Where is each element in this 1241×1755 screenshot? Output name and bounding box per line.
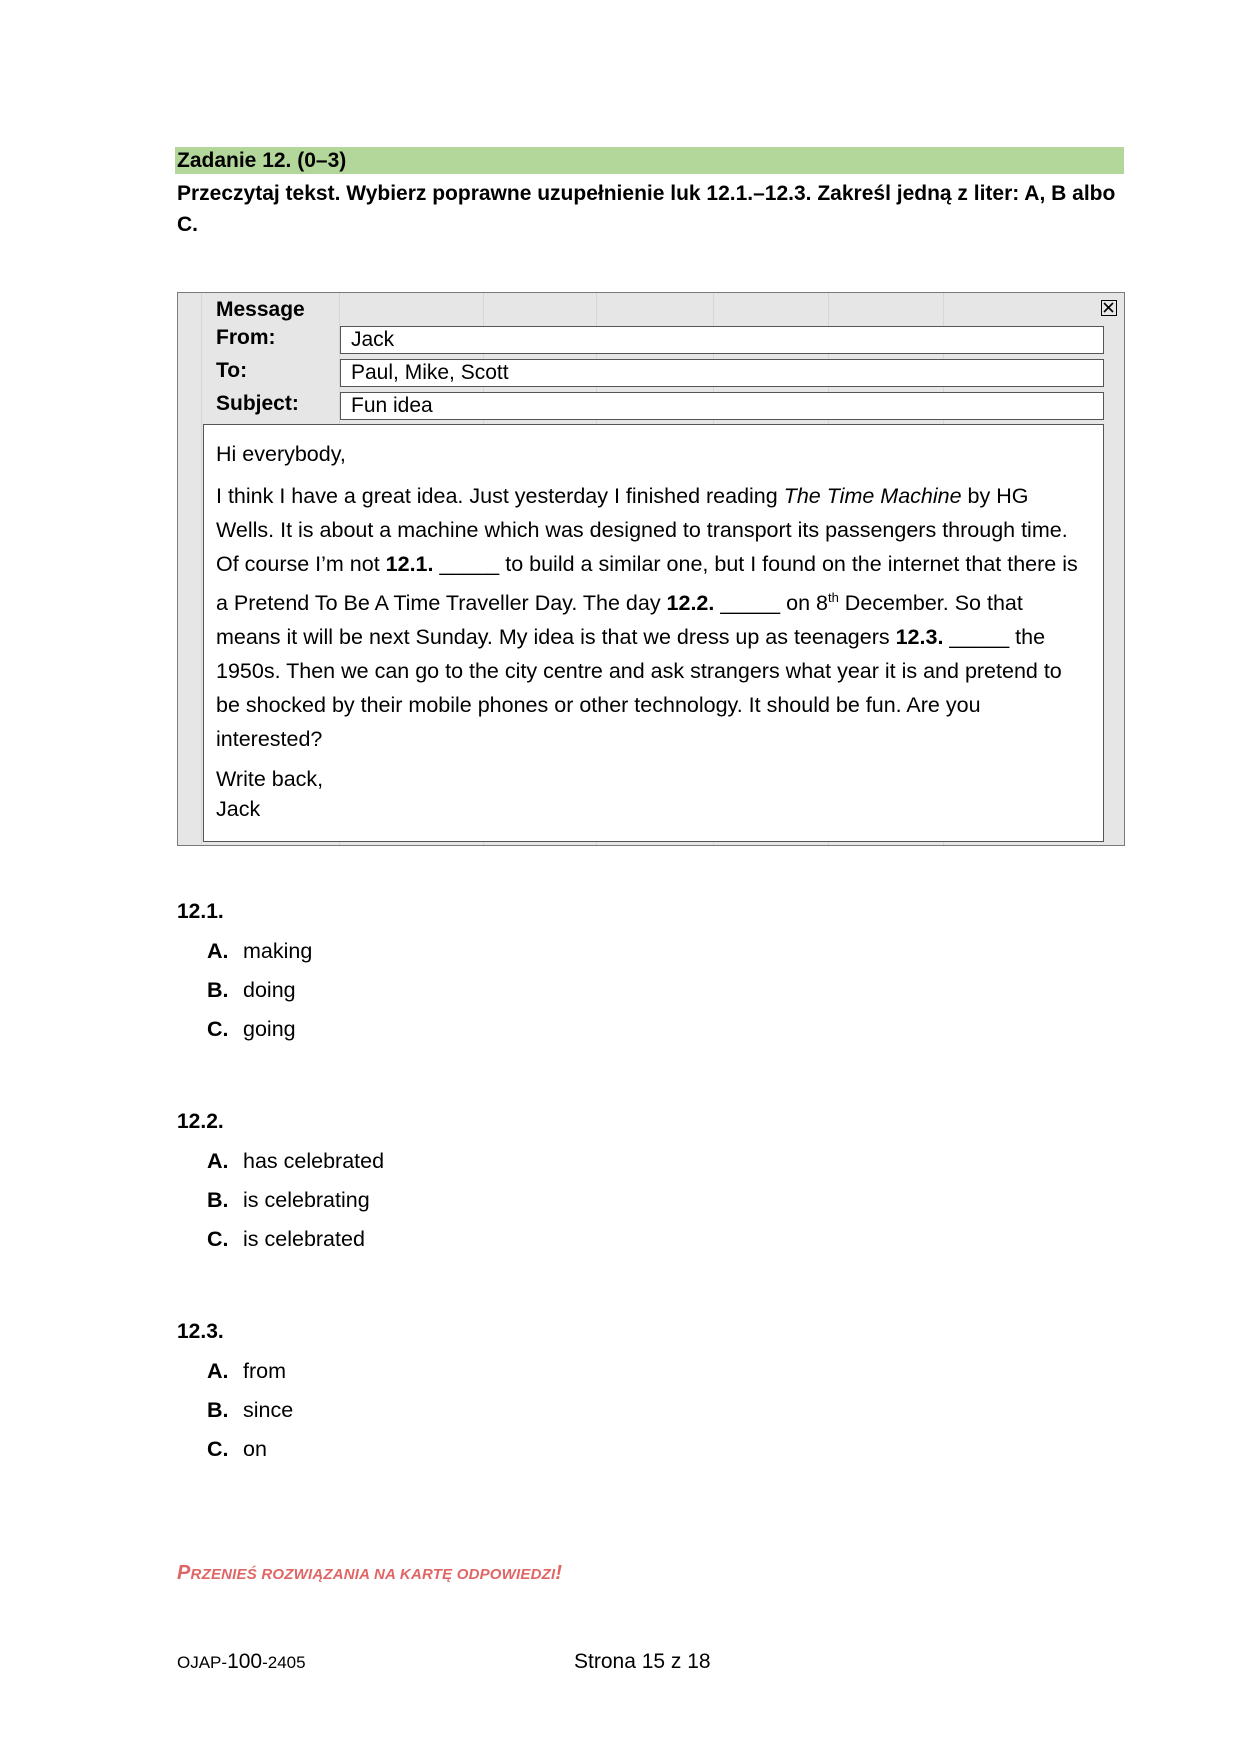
message-signoff: Write back, <box>216 767 324 792</box>
message-paragraph: I think I have a great idea. Just yesterday I finished reading The Time Machine by HG Wells. It is about a machine which was designed to transport its passengers through time. Of course I’m not 12.1. _____ to build a similar one, but I found on the internet that there is a Pretend To Be A Time Traveller Day. The day 12.2. _____ on 8th December. So that means it will be next Sunday. My idea is that we dress up as teenagers 12.3. _____ the 1950s. Then we can go to the city centre and ask strangers what year it is and pretend to be shocked by their mobile phones or other technology. It should be fun. Are you interested? <box>216 484 1078 752</box>
message-window <box>177 292 1125 846</box>
option-12-1-a[interactable]: A. making <box>207 939 313 963</box>
message-greeting: Hi everybody, <box>216 442 346 466</box>
question-number: 12.2. <box>177 1110 224 1133</box>
to-field[interactable]: Paul, Mike, Scott <box>340 359 1104 387</box>
page-number: Strona 15 z 18 <box>574 1650 711 1673</box>
option-12-2-c[interactable]: C. is celebrated <box>207 1227 365 1251</box>
message-signature: Jack <box>216 797 261 822</box>
gap-12-3: 12.3. <box>895 625 944 650</box>
gap-12-2: 12.2. <box>666 591 715 616</box>
close-box-icon[interactable] <box>1101 300 1117 316</box>
task-title: Zadanie 12. (0–3) <box>175 147 1124 174</box>
exam-code: OJAP-100-2405 <box>177 1650 306 1673</box>
gap-12-1: 12.1. <box>385 552 434 576</box>
question-number: 12.1. <box>177 900 224 923</box>
question-number: 12.3. <box>177 1320 224 1343</box>
subject-label: Subject: <box>216 392 299 415</box>
option-12-1-b[interactable]: B. doing <box>207 978 296 1002</box>
message-window-title: Message <box>216 298 305 321</box>
option-12-3-b[interactable]: B. since <box>207 1398 294 1422</box>
option-12-2-b[interactable]: B. is celebrating <box>207 1188 370 1212</box>
to-label: To: <box>216 359 248 382</box>
option-12-3-a[interactable]: A. from <box>207 1359 286 1383</box>
transfer-notice: PRZENIEŚ ROZWIĄZANIA NA KARTĘ ODPOWIEDZI! <box>177 1562 563 1584</box>
option-12-2-a[interactable]: A. has celebrated <box>207 1149 385 1173</box>
option-12-3-c[interactable]: C. on <box>207 1437 267 1461</box>
option-12-1-c[interactable]: C. going <box>207 1017 296 1041</box>
from-field[interactable]: Jack <box>340 326 1104 354</box>
message-body[interactable] <box>203 424 1104 842</box>
book-title: The Time Machine <box>783 484 962 508</box>
subject-field[interactable]: Fun idea <box>340 392 1104 420</box>
task-instruction: Przeczytaj tekst. Wybierz poprawne uzupełnienie luk 12.1.–12.3. Zakreśl jedną z liter: A, B albo C. <box>177 182 1116 236</box>
from-label: From: <box>216 326 276 349</box>
